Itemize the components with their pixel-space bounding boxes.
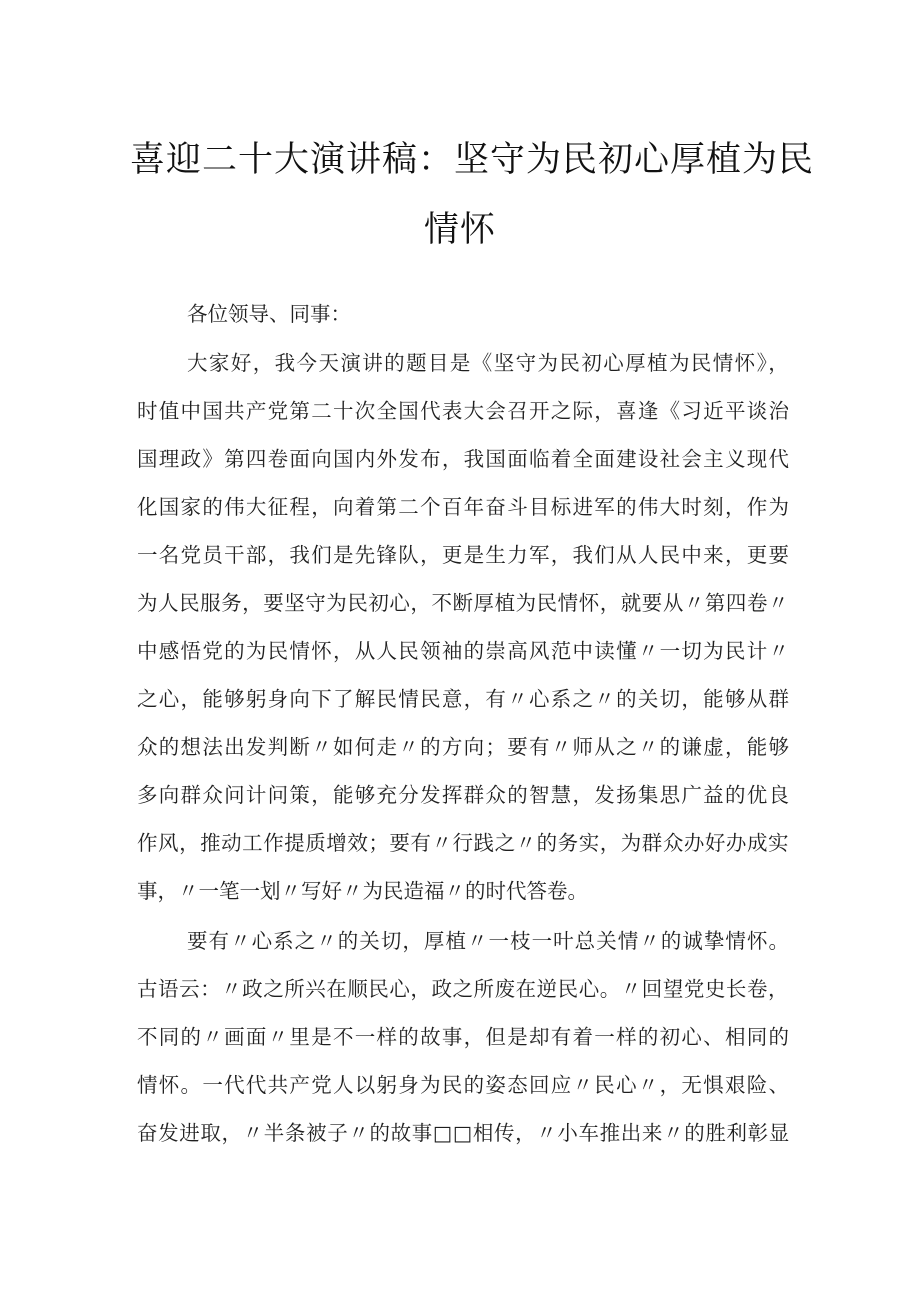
text-line: 各位领导、同事： (187, 302, 351, 326)
text-line: 众的想法出发判断〃如何走〃的方向；要有〃师从之〃的谦虚，能够 (137, 735, 791, 759)
text-line: 古语云：〃政之所兴在顺民心，政之所废在逆民心。〃回望党史长卷， (137, 977, 790, 1001)
document-title-line1: 喜迎二十大演讲稿：坚守为民初心厚植为民 (130, 140, 815, 180)
text-line: 化国家的伟大征程，向着第二个百年奋斗目标进军的伟大时刻，作为 (137, 495, 791, 519)
text-line: 之心，能够躬身向下了解民情民意，有〃心系之〃的关切，能够从群 (137, 687, 791, 711)
text-line: 多向群众问计问策，能够充分发挥群众的智慧，发扬集思广益的优良 (137, 783, 791, 807)
text-line: 国理政》第四卷面向国内外发布，我国面临着全面建设社会主义现代 (137, 447, 791, 471)
document-title-line2: 情怀 (423, 210, 496, 250)
text-line: 大家好，我今天演讲的题目是《坚守为民初心厚植为民情怀》， (187, 351, 791, 375)
text-line: 事，〃一笔一划〃写好〃为民造福〃的时代答卷。 (137, 879, 588, 903)
text-line: 中感悟党的为民情怀，从人民领袖的崇高风范中读懂〃一切为民计〃 (137, 639, 791, 663)
text-line: 情怀。一代代共产党人以躬身为民的姿态回应〃民心〃，无惧艰险、 (137, 1073, 791, 1097)
text-line: 一名党员干部，我们是先锋队，更是生力军，我们从人民中来，更要 (137, 543, 791, 567)
text-line: 作风，推动工作提质增效；要有〃行践之〃的务实，为群众办好办成实 (137, 831, 790, 855)
text-line: 要有〃心系之〃的关切，厚植〃一枝一叶总关情〃的诚挚情怀。 (187, 929, 791, 953)
text-line: 为人民服务，要坚守为民初心，不断厚植为民情怀，就要从〃第四卷〃 (137, 591, 790, 615)
text-line: 奋发进取，〃半条被子〃的故事□□相传，〃小车推出来〃的胜利彰显 (137, 1121, 790, 1145)
text-line: 不同的〃画面〃里是不一样的故事，但是却有着一样的初心、相同的 (137, 1025, 791, 1049)
text-line: 时值中国共产党第二十次全国代表大会召开之际，喜逢《习近平谈治 (137, 399, 791, 423)
